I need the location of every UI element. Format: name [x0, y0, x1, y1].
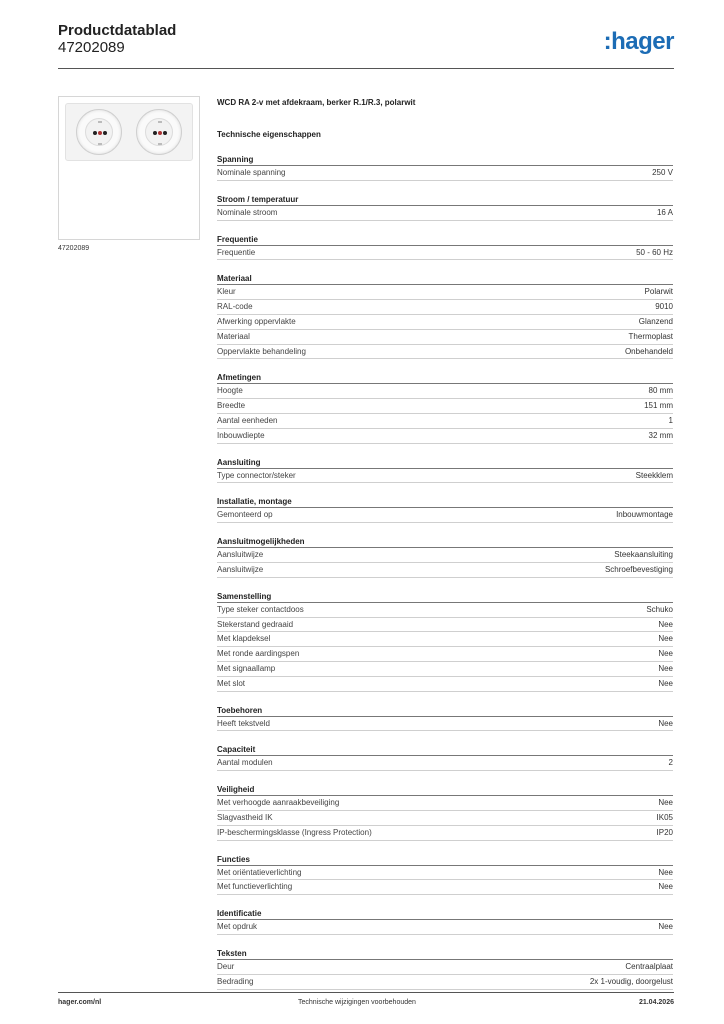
spec-row — [217, 866, 673, 881]
spec-group-title: Veiligheid — [217, 783, 673, 796]
spec-value: 250 V — [652, 168, 673, 177]
spec-label: Met ronde aardingspen — [217, 649, 300, 659]
page-header — [58, 22, 674, 68]
spec-label: Met oriëntatieverlichting — [217, 867, 302, 877]
spec-label: RAL-code — [217, 302, 253, 312]
spec-label: Afwerking oppervlakte — [217, 316, 296, 326]
header-divider — [58, 68, 674, 69]
spec-group — [217, 853, 673, 896]
spec-row — [217, 285, 673, 300]
spec-value: 16 A — [656, 207, 673, 217]
spec-group-title: Aansluiting — [217, 456, 673, 469]
spec-group-title: Installatie, montage — [217, 495, 673, 508]
spec-label: Slagvastheid IK — [217, 812, 273, 822]
spec-value: Inbouwmontage — [616, 510, 673, 520]
spec-group-title: Toebehoren — [217, 704, 673, 717]
spec-value: 50 - 60 Hz — [636, 247, 673, 257]
spec-label: Type connector/steker — [217, 470, 296, 480]
spec-row — [217, 920, 673, 935]
spec-group-title: Capaciteit — [217, 743, 673, 756]
spec-group — [217, 233, 673, 261]
spec-row — [217, 315, 673, 330]
spec-row — [217, 246, 673, 261]
spec-row — [217, 508, 673, 523]
spec-value: Nee — [658, 922, 673, 932]
spec-row — [217, 662, 673, 677]
spec-group — [217, 907, 673, 935]
spec-value: Polarwit — [644, 287, 673, 297]
spec-group-title: Teksten — [217, 947, 673, 960]
spec-row — [217, 647, 673, 662]
spec-value: Nee — [658, 634, 673, 644]
spec-group-title: Materiaal — [217, 272, 673, 285]
hager-logo: :hager — [603, 28, 674, 55]
spec-group — [217, 783, 673, 840]
spec-value: 80 mm — [648, 386, 673, 396]
spec-label: Type steker contactdoos — [217, 604, 304, 614]
spec-row — [217, 603, 673, 618]
spec-group-title: Afmetingen — [217, 371, 673, 384]
spec-row — [217, 826, 673, 841]
spec-value: 9010 — [655, 302, 673, 312]
spec-row — [217, 677, 673, 692]
spec-value: Nee — [658, 882, 673, 892]
spec-group-title: Samenstelling — [217, 590, 673, 603]
spec-value: IK05 — [656, 812, 673, 822]
spec-label: Gemonteerd op — [217, 510, 273, 520]
spec-value: Nee — [658, 663, 673, 673]
section-heading: Technische eigenschappen — [217, 130, 321, 139]
spec-value: Steekklem — [635, 470, 673, 480]
spec-value: Nee — [658, 678, 673, 688]
spec-group — [217, 456, 673, 484]
spec-value: 2 — [668, 758, 673, 768]
spec-group-title: Stroom / temperatuur — [217, 193, 673, 206]
spec-label: Aansluitwijze — [217, 564, 264, 574]
spec-row — [217, 414, 673, 429]
spec-row — [217, 206, 673, 221]
spec-group-title: Identificatie — [217, 907, 673, 920]
spec-group-title: Spanning — [217, 153, 673, 166]
spec-label: Frequentie — [217, 247, 256, 257]
spec-row — [217, 618, 673, 633]
spec-row — [217, 756, 673, 771]
footer-disclaimer: Technische wijzigingen voorbehouden — [298, 999, 416, 1006]
spec-row — [217, 632, 673, 647]
document-title: Productdatablad — [58, 22, 177, 39]
spec-label: Inbouwdiepte — [217, 430, 265, 440]
page-footer — [58, 992, 674, 1008]
spec-label: Heeft tekstveld — [217, 718, 270, 728]
spec-label: Met slot — [217, 678, 246, 688]
socket-icon — [136, 109, 182, 155]
image-caption: 47202089 — [58, 245, 90, 252]
spec-row — [217, 880, 673, 895]
spec-label: Aantal modulen — [217, 758, 273, 768]
socket-icon — [76, 109, 122, 155]
footer-date: 21.04.2026 — [638, 999, 674, 1006]
spec-row — [217, 717, 673, 732]
spec-row — [217, 384, 673, 399]
spec-group-title: Frequentie — [217, 233, 673, 246]
spec-content — [217, 97, 673, 990]
spec-label: Kleur — [217, 287, 236, 297]
spec-value: Steekaansluiting — [614, 550, 673, 560]
spec-label: Met klapdeksel — [217, 634, 271, 644]
spec-group — [217, 495, 673, 523]
product-title: WCD RA 2-v met afdekraam, berker R.1/R.3, polarwit — [217, 98, 416, 107]
spec-label: Breedte — [217, 401, 246, 411]
spec-row — [217, 345, 673, 360]
spec-group — [217, 704, 673, 732]
spec-group — [217, 535, 673, 578]
spec-label: Aansluitwijze — [217, 550, 264, 560]
spec-value: Onbehandeld — [624, 346, 673, 356]
spec-label: Nominale stroom — [217, 207, 278, 217]
spec-label: Met signaallamp — [217, 663, 276, 673]
spec-label: Met opdruk — [217, 922, 258, 932]
spec-row — [217, 796, 673, 811]
product-image — [58, 96, 200, 240]
spec-label: Stekerstand gedraaid — [217, 619, 294, 629]
spec-row — [217, 429, 673, 444]
spec-label: Oppervlakte behandeling — [217, 346, 306, 356]
spec-group — [217, 153, 673, 181]
spec-label: Deur — [217, 961, 235, 971]
spec-value: Nee — [658, 718, 673, 728]
spec-value: Schuko — [646, 604, 673, 614]
spec-label: IP-beschermingsklasse (Ingress Protection) — [217, 827, 372, 837]
spec-row — [217, 330, 673, 345]
spec-label: Aantal eenheden — [217, 415, 278, 425]
spec-group — [217, 947, 673, 990]
spec-row — [217, 960, 673, 975]
spec-value: Nee — [658, 867, 673, 877]
spec-value: Glanzend — [638, 316, 673, 326]
socket-cover-plate — [65, 103, 193, 161]
footer-website: hager.com/nl — [58, 999, 102, 1006]
spec-group-title: Functies — [217, 853, 673, 866]
spec-label: Met functieverlichting — [217, 882, 293, 892]
spec-value: 151 mm — [644, 401, 673, 411]
spec-label: Bedrading — [217, 976, 254, 986]
spec-group — [217, 371, 673, 443]
spec-group — [217, 272, 673, 359]
spec-value: Centraalplaat — [625, 961, 673, 971]
spec-row — [217, 811, 673, 826]
spec-row — [217, 399, 673, 414]
spec-value: 32 mm — [648, 430, 673, 440]
spec-value: Thermoplast — [628, 331, 673, 341]
spec-group — [217, 193, 673, 221]
spec-row — [217, 548, 673, 563]
spec-row — [217, 300, 673, 315]
spec-label: Hoogte — [217, 386, 243, 396]
document-number: 47202089 — [58, 39, 125, 56]
spec-value: Nee — [658, 798, 673, 808]
spec-label: Met verhoogde aanraakbeveiliging — [217, 798, 340, 808]
spec-value: 1 — [668, 415, 673, 425]
spec-group — [217, 590, 673, 692]
spec-label: Nominale spanning — [217, 168, 286, 177]
spec-row — [217, 166, 673, 181]
spec-row — [217, 975, 673, 990]
spec-value: Nee — [658, 619, 673, 629]
spec-label: Materiaal — [217, 331, 250, 341]
spec-groups — [217, 153, 673, 990]
spec-group-title: Aansluitmogelijkheden — [217, 535, 673, 548]
spec-value: Schroefbevestiging — [604, 564, 673, 574]
spec-value: Nee — [658, 649, 673, 659]
spec-row — [217, 469, 673, 484]
spec-group — [217, 743, 673, 771]
spec-value: IP20 — [656, 827, 673, 837]
spec-value: 2x 1-voudig, doorgelust — [589, 976, 673, 986]
spec-row — [217, 563, 673, 578]
